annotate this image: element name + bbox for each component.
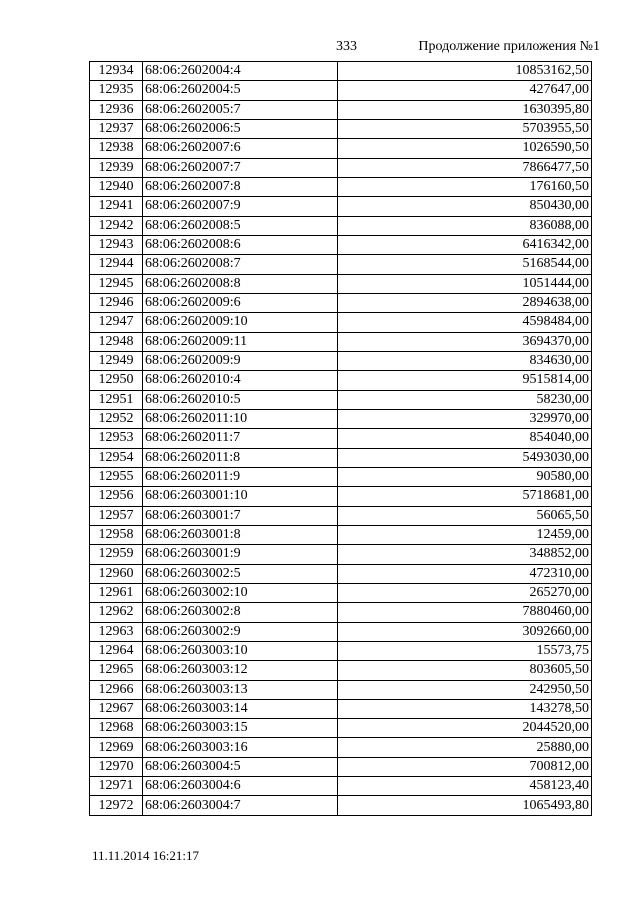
- cadastral-number: 68:06:2602008:7: [143, 255, 338, 274]
- cadastral-number: 68:06:2603004:7: [143, 796, 338, 815]
- cadastral-number: 68:06:2602006:5: [143, 119, 338, 138]
- row-number: 12936: [90, 100, 143, 119]
- row-number: 12962: [90, 603, 143, 622]
- row-number: 12934: [90, 62, 143, 81]
- cadastral-number: 68:06:2603003:14: [143, 699, 338, 718]
- table-row: [90, 119, 592, 138]
- cadastral-number: 68:06:2602009:10: [143, 313, 338, 332]
- table-row: [90, 680, 592, 699]
- cadastral-value: 25880,00: [338, 738, 592, 757]
- row-number: 12959: [90, 545, 143, 564]
- cadastral-value: 7866477,50: [338, 158, 592, 177]
- cadastral-number: 68:06:2602011:7: [143, 429, 338, 448]
- row-number: 12935: [90, 81, 143, 100]
- table-row: [90, 293, 592, 312]
- cadastral-number: 68:06:2602007:9: [143, 197, 338, 216]
- cadastral-value: 2894638,00: [338, 293, 592, 312]
- table-row: [90, 351, 592, 370]
- row-number: 12958: [90, 525, 143, 544]
- table-row: [90, 100, 592, 119]
- row-number: 12965: [90, 661, 143, 680]
- table-row: [90, 583, 592, 602]
- row-number: 12971: [90, 777, 143, 796]
- cadastral-number: 68:06:2603001:9: [143, 545, 338, 564]
- row-number: 12937: [90, 119, 143, 138]
- cadastral-value: 1051444,00: [338, 274, 592, 293]
- row-number: 12946: [90, 293, 143, 312]
- cadastral-value: 90580,00: [338, 467, 592, 486]
- cadastral-number: 68:06:2603003:12: [143, 661, 338, 680]
- cadastral-value: 12459,00: [338, 525, 592, 544]
- cadastral-number: 68:06:2602009:6: [143, 293, 338, 312]
- cadastral-value: 15573,75: [338, 641, 592, 660]
- row-number: 12955: [90, 467, 143, 486]
- cadastral-value: 5168544,00: [338, 255, 592, 274]
- cadastral-number: 68:06:2603002:8: [143, 603, 338, 622]
- cadastral-number: 68:06:2602007:8: [143, 177, 338, 196]
- cadastral-number: 68:06:2602011:8: [143, 448, 338, 467]
- row-number: 12938: [90, 139, 143, 158]
- cadastral-value: 329970,00: [338, 409, 592, 428]
- table-row: [90, 332, 592, 351]
- cadastral-value: 836088,00: [338, 216, 592, 235]
- cadastral-value: 7880460,00: [338, 603, 592, 622]
- cadastral-value: 9515814,00: [338, 371, 592, 390]
- cadastral-number: 68:06:2602008:8: [143, 274, 338, 293]
- cadastral-value: 803605,50: [338, 661, 592, 680]
- cadastral-number: 68:06:2602010:5: [143, 390, 338, 409]
- row-number: 12952: [90, 409, 143, 428]
- cadastral-value: 458123,40: [338, 777, 592, 796]
- table-row: [90, 313, 592, 332]
- cadastral-value: 850430,00: [338, 197, 592, 216]
- cadastral-number: 68:06:2603002:9: [143, 622, 338, 641]
- cadastral-value-table: [89, 61, 592, 816]
- cadastral-value: 3694370,00: [338, 332, 592, 351]
- cadastral-value: 1026590,50: [338, 139, 592, 158]
- cadastral-value: 427647,00: [338, 81, 592, 100]
- table-row: [90, 62, 592, 81]
- cadastral-value: 1630395,80: [338, 100, 592, 119]
- table-row: [90, 699, 592, 718]
- cadastral-number: 68:06:2602004:5: [143, 81, 338, 100]
- cadastral-value: 472310,00: [338, 564, 592, 583]
- cadastral-value: 3092660,00: [338, 622, 592, 641]
- cadastral-value: 58230,00: [338, 390, 592, 409]
- cadastral-value: 56065,50: [338, 506, 592, 525]
- cadastral-value: 5703955,50: [338, 119, 592, 138]
- row-number: 12953: [90, 429, 143, 448]
- table-row: [90, 641, 592, 660]
- cadastral-number: 68:06:2602009:9: [143, 351, 338, 370]
- row-number: 12964: [90, 641, 143, 660]
- table-row: [90, 197, 592, 216]
- row-number: 12941: [90, 197, 143, 216]
- cadastral-number: 68:06:2603003:10: [143, 641, 338, 660]
- cadastral-number: 68:06:2602005:7: [143, 100, 338, 119]
- row-number: 12954: [90, 448, 143, 467]
- table-row: [90, 448, 592, 467]
- table-row: [90, 467, 592, 486]
- table-row: [90, 487, 592, 506]
- cadastral-value: 4598484,00: [338, 313, 592, 332]
- row-number: 12968: [90, 719, 143, 738]
- table-row: [90, 390, 592, 409]
- row-number: 12967: [90, 699, 143, 718]
- header-title: Продолжение приложения №1: [418, 39, 600, 54]
- row-number: 12960: [90, 564, 143, 583]
- page-number: 333: [336, 39, 357, 54]
- cadastral-number: 68:06:2602007:7: [143, 158, 338, 177]
- row-number: 12966: [90, 680, 143, 699]
- footer-timestamp: 11.11.2014 16:21:17: [92, 848, 200, 863]
- cadastral-number: 68:06:2603004:5: [143, 757, 338, 776]
- table-row: [90, 738, 592, 757]
- table-row: [90, 235, 592, 254]
- cadastral-value: 854040,00: [338, 429, 592, 448]
- cadastral-number: 68:06:2602010:4: [143, 371, 338, 390]
- row-number: 12950: [90, 371, 143, 390]
- table-row: [90, 409, 592, 428]
- cadastral-value: 5493030,00: [338, 448, 592, 467]
- cadastral-value: 10853162,50: [338, 62, 592, 81]
- cadastral-number: 68:06:2603003:16: [143, 738, 338, 757]
- table-row: [90, 603, 592, 622]
- table-row: [90, 564, 592, 583]
- row-number: 12970: [90, 757, 143, 776]
- row-number: 12942: [90, 216, 143, 235]
- table-row: [90, 371, 592, 390]
- cadastral-number: 68:06:2602008:6: [143, 235, 338, 254]
- cadastral-number: 68:06:2602004:4: [143, 62, 338, 81]
- cadastral-value: 700812,00: [338, 757, 592, 776]
- cadastral-value: 5718681,00: [338, 487, 592, 506]
- cadastral-number: 68:06:2603001:10: [143, 487, 338, 506]
- row-number: 12939: [90, 158, 143, 177]
- row-number: 12948: [90, 332, 143, 351]
- row-number: 12947: [90, 313, 143, 332]
- row-number: 12957: [90, 506, 143, 525]
- cadastral-value: 1065493,80: [338, 796, 592, 815]
- table-row: [90, 661, 592, 680]
- cadastral-number: 68:06:2603001:7: [143, 506, 338, 525]
- row-number: 12963: [90, 622, 143, 641]
- cadastral-number: 68:06:2602008:5: [143, 216, 338, 235]
- cadastral-value: 242950,50: [338, 680, 592, 699]
- cadastral-number: 68:06:2602011:10: [143, 409, 338, 428]
- row-number: 12944: [90, 255, 143, 274]
- cadastral-value: 2044520,00: [338, 719, 592, 738]
- table-body: [90, 62, 592, 816]
- cadastral-value: 6416342,00: [338, 235, 592, 254]
- cadastral-value: 834630,00: [338, 351, 592, 370]
- row-number: 12956: [90, 487, 143, 506]
- row-number: 12972: [90, 796, 143, 815]
- row-number: 12949: [90, 351, 143, 370]
- table-row: [90, 255, 592, 274]
- cadastral-number: 68:06:2603003:13: [143, 680, 338, 699]
- table-row: [90, 545, 592, 564]
- cadastral-number: 68:06:2603001:8: [143, 525, 338, 544]
- table-row: [90, 757, 592, 776]
- table-row: [90, 216, 592, 235]
- table-row: [90, 177, 592, 196]
- table-row: [90, 777, 592, 796]
- table-row: [90, 796, 592, 815]
- row-number: 12940: [90, 177, 143, 196]
- row-number: 12961: [90, 583, 143, 602]
- table-row: [90, 274, 592, 293]
- row-number: 12951: [90, 390, 143, 409]
- table-row: [90, 719, 592, 738]
- cadastral-number: 68:06:2603004:6: [143, 777, 338, 796]
- cadastral-number: 68:06:2602011:9: [143, 467, 338, 486]
- cadastral-number: 68:06:2602009:11: [143, 332, 338, 351]
- cadastral-number: 68:06:2602007:6: [143, 139, 338, 158]
- row-number: 12943: [90, 235, 143, 254]
- table-row: [90, 525, 592, 544]
- table-row: [90, 429, 592, 448]
- cadastral-value: 176160,50: [338, 177, 592, 196]
- table-row: [90, 81, 592, 100]
- table-row: [90, 622, 592, 641]
- cadastral-number: 68:06:2603002:10: [143, 583, 338, 602]
- cadastral-value: 143278,50: [338, 699, 592, 718]
- cadastral-value: 265270,00: [338, 583, 592, 602]
- cadastral-number: 68:06:2603002:5: [143, 564, 338, 583]
- row-number: 12969: [90, 738, 143, 757]
- table-row: [90, 506, 592, 525]
- cadastral-number: 68:06:2603003:15: [143, 719, 338, 738]
- cadastral-value: 348852,00: [338, 545, 592, 564]
- table-row: [90, 139, 592, 158]
- table-row: [90, 158, 592, 177]
- row-number: 12945: [90, 274, 143, 293]
